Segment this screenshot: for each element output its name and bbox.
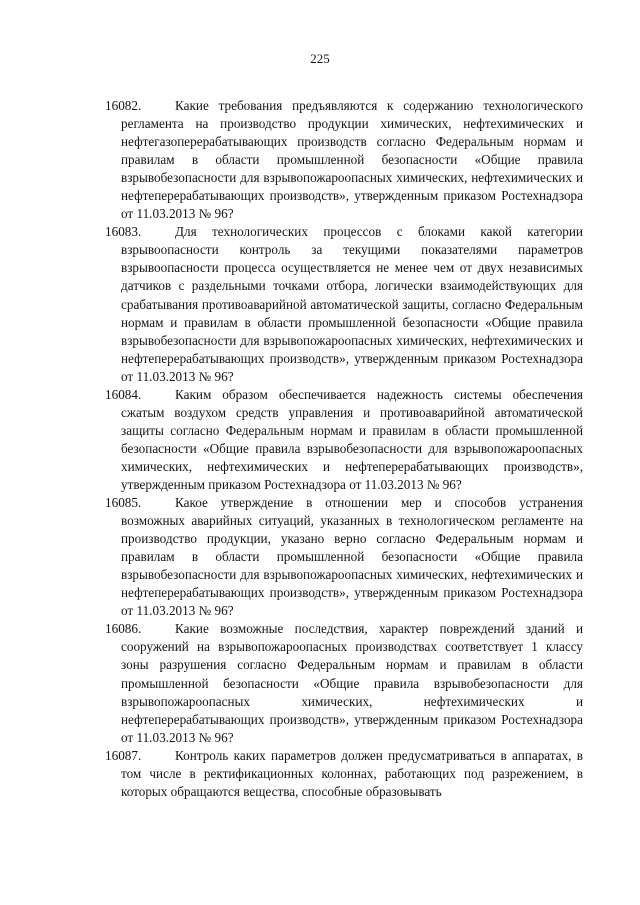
question-item xyxy=(105,97,583,223)
question-number: 16085. xyxy=(105,495,142,511)
question-text: Какие требования предъявляются к содержанию технологического регламента на производство продукции химических, нефтехимических и нефтегазоперерабатывающих производств согласно Федеральным нормам и правилам в области промышленной безопасности «Общие правила взрывобезопасности для взрывопожароопасных химических, нефтехимических и нефтеперерабатывающих производств», утвержденным приказом Ростехнадзора от 11.03.2013 № 96? xyxy=(121,98,583,222)
question-text: Какое утверждение в отношении мер и способов устранения возможных аварийных ситуаций, указанных в технологическом регламенте на производство продукции, указано верно согласно Федеральным нормам и правилам в области промышленной безопасности «Общие правила взрывобезопасности для взрывопожароопасных химических, нефтехимических и нефтеперерабатывающих производств», утвержденным приказом Ростехнадзора от 11.03.2013 № 96? xyxy=(121,495,583,619)
question-text: Для технологических процессов с блоками какой категории взрывоопасности контроль за текущими показателями параметров взрывоопасности процесса осуществляется не менее чем от двух независимых датчиков с раздельными точками отбора, логически взаимодействующих для срабатывания противоаварийной автоматической защиты, согласно Федеральным нормам и правилам в области промышленной безопасности «Общие правила взрывобезопасности для взрывопожароопасных химических, нефтехимических и нефтеперерабатывающих производств», утвержденным приказом Ростехнадзора от 11.03.2013 № 96? xyxy=(121,224,583,384)
question-number: 16084. xyxy=(105,386,142,402)
question-text: Каким образом обеспечивается надежность системы обеспечения сжатым воздухом средств управления и противоаварийной автоматической защиты согласно Федеральным нормам и правилам в области промышленной безопасности «Общие правила взрывобезопасности для взрывопожароопасных химических, нефтехимических и нефтеперерабатывающих производств», утвержденным приказом Ростехнадзора от 11.03.2013 № 96? xyxy=(121,386,583,492)
question-item xyxy=(105,386,583,494)
question-text: Контроль каких параметров должен предусматриваться в аппаратах, в том числе в ректификационных колоннах, работающих под разрежением, в которых обращаются вещества, способные образовывать xyxy=(121,747,583,799)
question-item xyxy=(105,494,583,620)
question-number: 16086. xyxy=(105,621,142,637)
page-number: 225 xyxy=(310,51,330,66)
question-item xyxy=(105,223,583,385)
question-text: Какие возможные последствия, характер повреждений зданий и сооружений на взрывопожароопасных производствах соответствует 1 классу зоны разрушения согласно Федеральным нормам и правилам в области промышленной безопасности «Общие правила взрывобезопасности для взрывопожароопасных химических, нефтехимических и нефтеперерабатывающих производств», утвержденным приказом Ростехнадзора от 11.03.2013 № 96? xyxy=(121,621,583,745)
question-item xyxy=(105,747,583,801)
question-number: 16083. xyxy=(105,224,142,240)
question-number: 16087. xyxy=(105,747,142,763)
question-list xyxy=(105,97,583,801)
question-item xyxy=(105,620,583,746)
question-number: 16082. xyxy=(105,98,142,113)
